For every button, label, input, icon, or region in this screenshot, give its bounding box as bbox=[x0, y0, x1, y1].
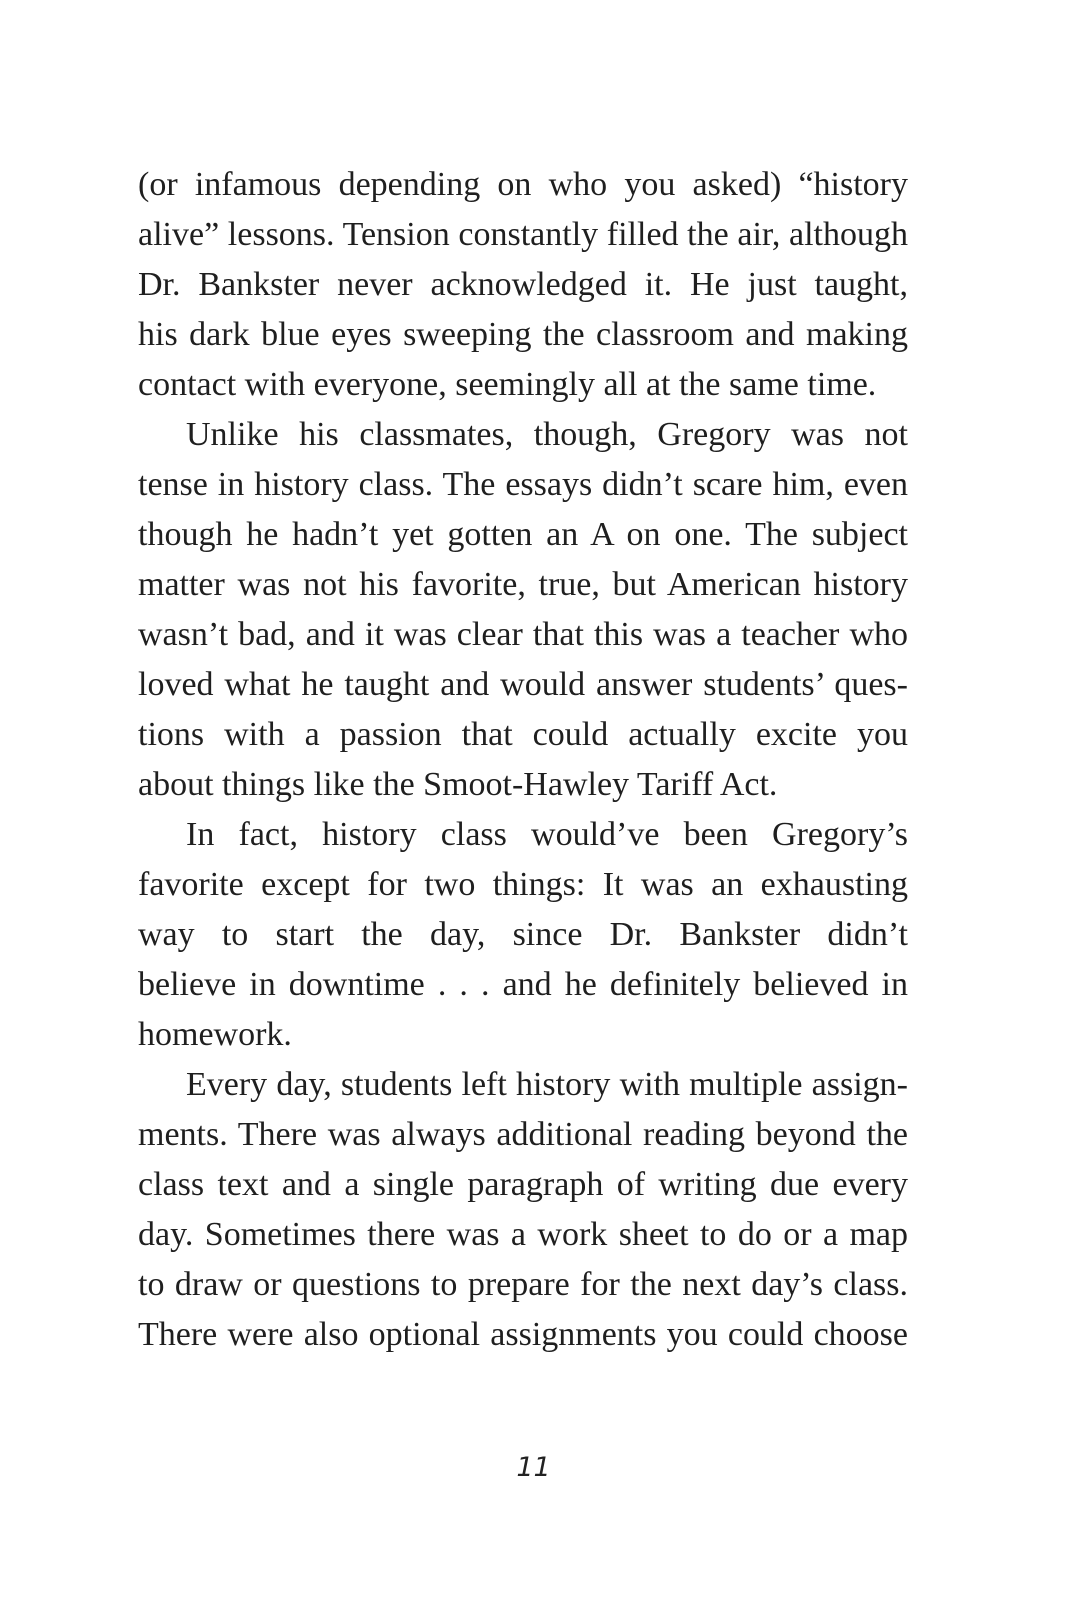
text-line: believe in downtime . . . and he definitely believed in bbox=[138, 966, 908, 1003]
text-line: loved what he taught and would answer students’ ques- bbox=[138, 666, 908, 703]
text-line: day. Sometimes there was a work sheet to do or a map bbox=[138, 1216, 908, 1253]
text-line: Unlike his classmates, though, Gregory was not bbox=[186, 416, 908, 453]
text-line: In fact, history class would’ve been Gregory’s bbox=[186, 816, 908, 853]
text-line: Dr. Bankster never acknowledged it. He just taught, bbox=[138, 266, 908, 303]
text-line: class text and a single paragraph of writing due every bbox=[138, 1166, 908, 1203]
paragraph-4 bbox=[138, 1060, 908, 1360]
text-line: matter was not his favorite, true, but American history bbox=[138, 566, 908, 603]
text-line: favorite except for two things: It was an exhausting bbox=[138, 866, 908, 903]
paragraph-2 bbox=[138, 410, 908, 810]
text-line: way to start the day, since Dr. Bankster didn’t bbox=[138, 916, 908, 953]
text-line: about things like the Smoot-Hawley Tariff Act. bbox=[138, 766, 778, 803]
text-line: wasn’t bad, and it was clear that this was a teacher who bbox=[138, 616, 908, 653]
text-line: his dark blue eyes sweeping the classroom and making bbox=[138, 316, 908, 353]
text-line: though he hadn’t yet gotten an A on one. The subject bbox=[138, 516, 908, 553]
text-line: Every day, students left history with multiple assign- bbox=[186, 1066, 908, 1103]
text-line: contact with everyone, seemingly all at the same time. bbox=[138, 366, 877, 403]
text-line: (or infamous depending on who you asked) “history bbox=[138, 166, 908, 203]
paragraph-1 bbox=[138, 160, 908, 410]
text-line: tense in history class. The essays didn’t scare him, even bbox=[138, 466, 908, 503]
paragraph-3 bbox=[138, 810, 908, 1060]
text-line: alive” lessons. Tension constantly filled the air, although bbox=[138, 216, 908, 253]
body-text bbox=[138, 160, 908, 1360]
text-line: to draw or questions to prepare for the next day’s class. bbox=[138, 1266, 908, 1303]
text-line: tions with a passion that could actually excite you bbox=[138, 716, 908, 753]
page-number: 11 bbox=[516, 1452, 551, 1483]
text-line: ments. There was always additional reading beyond the bbox=[138, 1116, 908, 1153]
text-line: There were also optional assignments you could choose bbox=[138, 1316, 908, 1353]
text-line: homework. bbox=[138, 1016, 292, 1053]
